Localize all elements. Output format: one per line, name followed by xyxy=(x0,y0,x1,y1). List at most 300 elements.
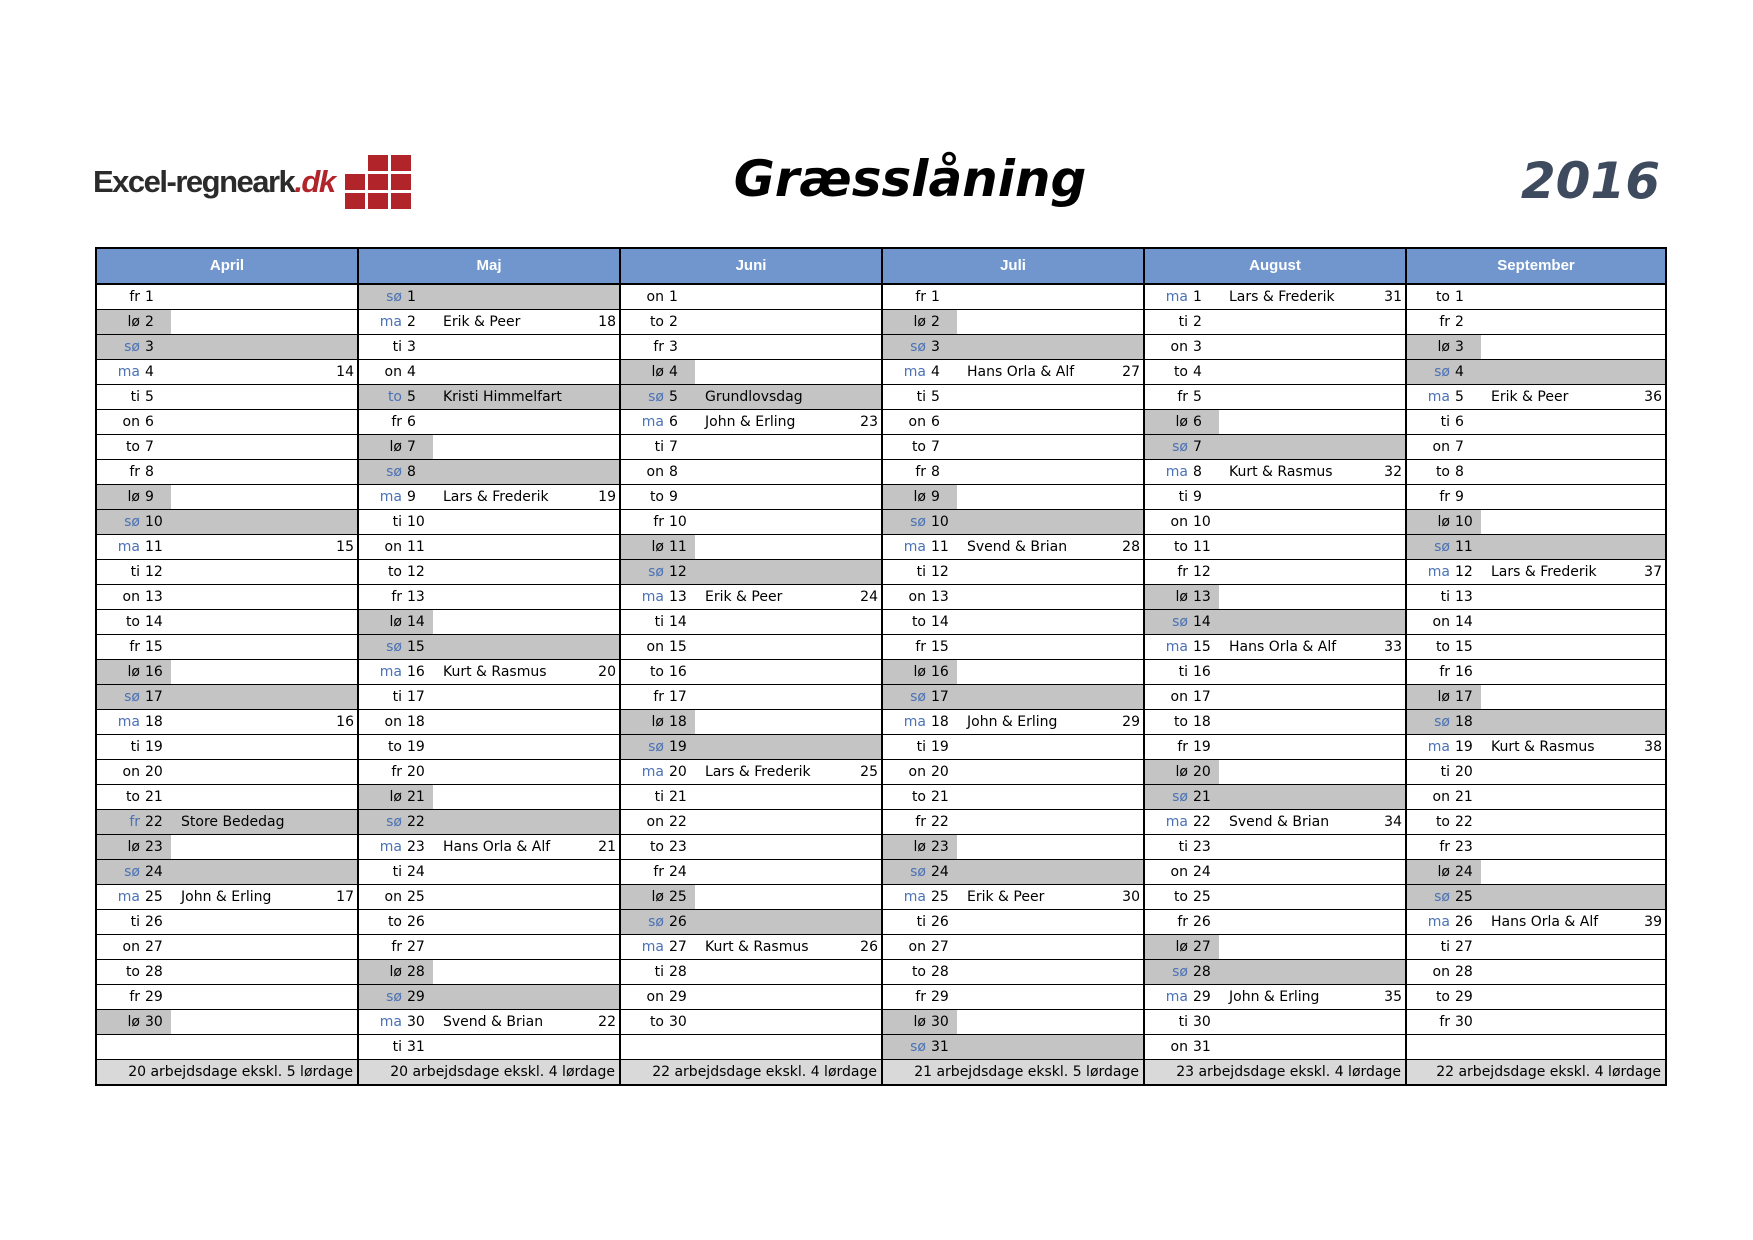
day-number: 10 xyxy=(931,514,949,530)
weekday-label: sø xyxy=(1434,889,1450,905)
day-row[interactable] xyxy=(1407,1010,1665,1035)
day-row[interactable] xyxy=(1145,660,1405,685)
day-row[interactable] xyxy=(621,560,881,585)
day-row[interactable] xyxy=(1145,485,1405,510)
day-row[interactable] xyxy=(621,635,881,660)
day-row[interactable] xyxy=(883,385,1143,410)
event-text xyxy=(695,360,850,384)
day-row[interactable] xyxy=(1145,610,1405,635)
day-row[interactable] xyxy=(1407,610,1665,635)
week-number xyxy=(1634,835,1665,859)
day-number: 8 xyxy=(669,464,678,480)
event-text xyxy=(957,935,1112,959)
day-number: 16 xyxy=(145,660,171,684)
week-number xyxy=(1374,435,1405,459)
day-row[interactable] xyxy=(97,885,357,910)
week-number xyxy=(850,610,881,634)
day-row[interactable] xyxy=(621,435,881,460)
page-title: Græsslåning xyxy=(733,150,1087,208)
event-text xyxy=(171,635,326,659)
day-row[interactable] xyxy=(1145,285,1405,310)
day-row[interactable] xyxy=(621,910,881,935)
week-number xyxy=(1634,760,1665,784)
weekday-label: fr xyxy=(391,764,402,780)
event-text: Kurt & Rasmus xyxy=(705,939,809,955)
day-row[interactable] xyxy=(97,960,357,985)
weekday-label: lø xyxy=(1407,860,1455,884)
event-text xyxy=(957,485,1112,509)
day-row[interactable] xyxy=(1407,360,1665,385)
day-row[interactable] xyxy=(1145,935,1405,960)
weekday-label: fr xyxy=(129,814,140,830)
day-row[interactable] xyxy=(1145,785,1405,810)
week-number xyxy=(1374,360,1405,384)
day-number: 4 xyxy=(407,364,416,380)
day-row[interactable] xyxy=(621,760,881,785)
day-row[interactable] xyxy=(1407,985,1665,1010)
day-row[interactable] xyxy=(883,285,1143,310)
day-row[interactable] xyxy=(1407,460,1665,485)
week-number xyxy=(326,460,357,484)
week-number xyxy=(1634,585,1665,609)
day-row[interactable] xyxy=(1145,885,1405,910)
day-row[interactable] xyxy=(1145,810,1405,835)
event-text xyxy=(171,860,326,884)
event-text xyxy=(957,760,1112,784)
day-row[interactable] xyxy=(97,660,357,685)
day-row[interactable] xyxy=(97,285,357,310)
day-row[interactable] xyxy=(1407,785,1665,810)
day-row[interactable] xyxy=(1407,935,1665,960)
day-row[interactable] xyxy=(883,635,1143,660)
day-row[interactable] xyxy=(621,1010,881,1035)
day-row[interactable] xyxy=(621,410,881,435)
day-number: 7 xyxy=(669,439,678,455)
week-number xyxy=(326,1010,357,1034)
day-row[interactable] xyxy=(1145,960,1405,985)
day-row[interactable] xyxy=(1407,1035,1665,1060)
day-row[interactable] xyxy=(1145,560,1405,585)
day-row[interactable] xyxy=(359,360,619,385)
day-row[interactable] xyxy=(883,860,1143,885)
day-row[interactable] xyxy=(883,785,1143,810)
day-row[interactable] xyxy=(1407,760,1665,785)
day-row[interactable] xyxy=(97,1010,357,1035)
day-row[interactable] xyxy=(97,560,357,585)
day-row[interactable] xyxy=(1145,410,1405,435)
event-text: John & Erling xyxy=(705,414,796,430)
day-row[interactable] xyxy=(1407,860,1665,885)
day-row[interactable] xyxy=(359,760,619,785)
day-row[interactable] xyxy=(883,310,1143,335)
day-row[interactable] xyxy=(359,885,619,910)
week-number: 22 xyxy=(598,1014,616,1030)
day-row[interactable] xyxy=(359,935,619,960)
event-text xyxy=(1481,960,1634,984)
weekday-label: sø xyxy=(648,914,664,930)
day-row[interactable] xyxy=(1407,885,1665,910)
day-number: 9 xyxy=(1455,489,1464,505)
day-row[interactable] xyxy=(1145,910,1405,935)
day-row[interactable] xyxy=(883,535,1143,560)
day-row[interactable] xyxy=(1145,585,1405,610)
day-row[interactable] xyxy=(1145,335,1405,360)
day-row[interactable] xyxy=(1145,735,1405,760)
week-number xyxy=(1112,735,1143,759)
week-number xyxy=(1374,535,1405,559)
day-number: 22 xyxy=(145,814,163,830)
day-row[interactable] xyxy=(621,735,881,760)
event-text xyxy=(171,285,326,309)
day-row[interactable] xyxy=(1145,460,1405,485)
day-row[interactable] xyxy=(359,460,619,485)
day-row[interactable] xyxy=(621,335,881,360)
day-row[interactable] xyxy=(359,985,619,1010)
day-number: 13 xyxy=(407,589,425,605)
day-row[interactable] xyxy=(621,960,881,985)
day-row[interactable] xyxy=(883,685,1143,710)
day-row[interactable] xyxy=(1407,310,1665,335)
day-row[interactable] xyxy=(1407,510,1665,535)
day-row[interactable] xyxy=(359,785,619,810)
day-row[interactable] xyxy=(359,810,619,835)
day-row[interactable] xyxy=(883,335,1143,360)
day-row[interactable] xyxy=(359,435,619,460)
day-row[interactable] xyxy=(621,935,881,960)
event-text xyxy=(1481,485,1634,509)
week-number xyxy=(1112,910,1143,934)
weekday-label: on xyxy=(646,289,664,305)
day-row[interactable] xyxy=(1407,485,1665,510)
week-number xyxy=(326,810,357,834)
weekday-label: lø xyxy=(1145,585,1193,609)
event-text xyxy=(1219,685,1374,709)
day-row[interactable] xyxy=(359,660,619,685)
day-row[interactable] xyxy=(97,1035,357,1060)
day-row[interactable] xyxy=(1145,635,1405,660)
day-row[interactable] xyxy=(1145,1010,1405,1035)
day-row[interactable] xyxy=(359,410,619,435)
day-row[interactable] xyxy=(621,385,881,410)
day-row[interactable] xyxy=(1407,735,1665,760)
day-row[interactable] xyxy=(97,410,357,435)
weekday-label: lø xyxy=(1407,685,1455,709)
day-row[interactable] xyxy=(97,535,357,560)
week-number xyxy=(1634,610,1665,634)
event-text xyxy=(171,735,326,759)
week-number xyxy=(326,860,357,884)
day-row[interactable] xyxy=(1407,960,1665,985)
day-row[interactable] xyxy=(1145,835,1405,860)
day-row[interactable] xyxy=(621,810,881,835)
day-row[interactable] xyxy=(883,360,1143,385)
day-row[interactable] xyxy=(359,285,619,310)
weekday-label: sø xyxy=(648,564,664,580)
day-row[interactable] xyxy=(883,910,1143,935)
day-row[interactable] xyxy=(621,1035,881,1060)
week-number xyxy=(326,485,357,509)
week-number xyxy=(1634,510,1665,534)
weekday-label: on xyxy=(1170,864,1188,880)
day-row[interactable] xyxy=(621,885,881,910)
day-row[interactable] xyxy=(97,485,357,510)
weekday-label: ma xyxy=(379,314,402,330)
day-number: 5 xyxy=(1193,389,1202,405)
day-row[interactable] xyxy=(1407,910,1665,935)
day-row[interactable] xyxy=(97,435,357,460)
event-text xyxy=(695,535,850,559)
day-row[interactable] xyxy=(883,885,1143,910)
day-row[interactable] xyxy=(621,785,881,810)
event-text xyxy=(171,435,326,459)
day-row[interactable] xyxy=(97,785,357,810)
day-row[interactable] xyxy=(621,535,881,560)
day-row[interactable] xyxy=(621,610,881,635)
weekday-label: on xyxy=(1432,439,1450,455)
day-row[interactable] xyxy=(97,310,357,335)
day-row[interactable] xyxy=(1145,435,1405,460)
day-row[interactable] xyxy=(621,285,881,310)
day-row[interactable] xyxy=(359,835,619,860)
week-number xyxy=(850,360,881,384)
day-row[interactable] xyxy=(359,535,619,560)
day-row[interactable] xyxy=(97,835,357,860)
event-text: Erik & Peer xyxy=(967,889,1045,905)
day-row[interactable] xyxy=(359,1035,619,1060)
day-row[interactable] xyxy=(97,860,357,885)
week-number: 39 xyxy=(1644,914,1662,930)
day-row[interactable] xyxy=(97,385,357,410)
day-row[interactable] xyxy=(97,510,357,535)
week-number xyxy=(850,460,881,484)
day-row[interactable] xyxy=(97,910,357,935)
day-row[interactable] xyxy=(1407,685,1665,710)
day-row[interactable] xyxy=(359,910,619,935)
day-row[interactable] xyxy=(97,710,357,735)
week-number: 14 xyxy=(336,364,354,380)
day-row[interactable] xyxy=(621,710,881,735)
day-row[interactable] xyxy=(1407,660,1665,685)
day-row[interactable] xyxy=(621,460,881,485)
event-text xyxy=(171,835,326,859)
week-number xyxy=(588,360,619,384)
day-row[interactable] xyxy=(359,310,619,335)
day-row[interactable] xyxy=(97,335,357,360)
day-row[interactable] xyxy=(359,560,619,585)
day-row[interactable] xyxy=(883,585,1143,610)
day-row[interactable] xyxy=(1407,635,1665,660)
day-row[interactable] xyxy=(359,335,619,360)
day-row[interactable] xyxy=(1145,685,1405,710)
week-number xyxy=(588,585,619,609)
day-row[interactable] xyxy=(97,360,357,385)
day-row[interactable] xyxy=(621,835,881,860)
day-row[interactable] xyxy=(883,1035,1143,1060)
day-row[interactable] xyxy=(883,760,1143,785)
week-number: 19 xyxy=(598,489,616,505)
day-row[interactable] xyxy=(883,710,1143,735)
week-number xyxy=(1634,335,1665,359)
weekday-label: sø xyxy=(386,639,402,655)
event-text xyxy=(957,660,1112,684)
day-row[interactable] xyxy=(1145,360,1405,385)
day-row[interactable] xyxy=(1145,510,1405,535)
event-text xyxy=(171,535,326,559)
event-text xyxy=(695,660,850,684)
weekday-label: ma xyxy=(379,839,402,855)
day-row[interactable] xyxy=(1407,335,1665,360)
day-number: 28 xyxy=(1455,964,1473,980)
day-number: 2 xyxy=(1193,314,1202,330)
day-row[interactable] xyxy=(359,860,619,885)
event-text xyxy=(695,910,850,934)
day-row[interactable] xyxy=(1407,410,1665,435)
day-row[interactable] xyxy=(1145,760,1405,785)
day-row[interactable] xyxy=(621,685,881,710)
day-row[interactable] xyxy=(883,435,1143,460)
day-row[interactable] xyxy=(1407,810,1665,835)
weekday-label: ma xyxy=(641,589,664,605)
event-text xyxy=(1481,685,1634,709)
day-row[interactable] xyxy=(1145,710,1405,735)
event-text xyxy=(695,310,850,334)
day-row[interactable] xyxy=(1145,1035,1405,1060)
day-number: 24 xyxy=(931,864,949,880)
day-row[interactable] xyxy=(1145,985,1405,1010)
day-row[interactable] xyxy=(1145,310,1405,335)
day-row[interactable] xyxy=(97,585,357,610)
day-row[interactable] xyxy=(359,685,619,710)
weekday-label: fr xyxy=(1439,489,1450,505)
day-row[interactable] xyxy=(1407,710,1665,735)
event-text xyxy=(957,435,1112,459)
day-row[interactable] xyxy=(1407,835,1665,860)
month-footer: 22 arbejdsdage ekskl. 4 lørdage xyxy=(1407,1060,1665,1086)
weekday-label: on xyxy=(1170,1039,1188,1055)
day-number: 24 xyxy=(145,864,163,880)
week-number xyxy=(588,935,619,959)
day-row[interactable] xyxy=(97,460,357,485)
event-text xyxy=(1481,360,1634,384)
day-row[interactable] xyxy=(97,985,357,1010)
day-row[interactable] xyxy=(97,810,357,835)
weekday-label: sø xyxy=(910,514,926,530)
weekday-label: to xyxy=(1435,289,1450,305)
weekday-label: on xyxy=(1170,514,1188,530)
day-row[interactable] xyxy=(97,760,357,785)
day-row[interactable] xyxy=(883,960,1143,985)
day-row[interactable] xyxy=(359,510,619,535)
day-row[interactable] xyxy=(359,635,619,660)
day-row[interactable] xyxy=(621,485,881,510)
event-text: Svend & Brian xyxy=(1229,814,1330,830)
day-row[interactable] xyxy=(359,735,619,760)
day-row[interactable] xyxy=(621,985,881,1010)
day-row[interactable] xyxy=(1407,585,1665,610)
week-number xyxy=(1634,860,1665,884)
day-row[interactable] xyxy=(883,735,1143,760)
day-row[interactable] xyxy=(97,635,357,660)
day-row[interactable] xyxy=(1145,385,1405,410)
day-row[interactable] xyxy=(883,610,1143,635)
day-row[interactable] xyxy=(883,810,1143,835)
day-row[interactable] xyxy=(359,585,619,610)
event-text: John & Erling xyxy=(1229,989,1320,1005)
day-row[interactable] xyxy=(1407,535,1665,560)
day-row[interactable] xyxy=(621,585,881,610)
day-number: 10 xyxy=(1193,514,1211,530)
month-column xyxy=(1405,249,1667,1086)
day-row[interactable] xyxy=(621,660,881,685)
day-row[interactable] xyxy=(883,1010,1143,1035)
day-row[interactable] xyxy=(883,935,1143,960)
day-row[interactable] xyxy=(883,485,1143,510)
day-row[interactable] xyxy=(883,560,1143,585)
day-row[interactable] xyxy=(883,410,1143,435)
day-row[interactable] xyxy=(621,860,881,885)
weekday-label: lø xyxy=(621,710,669,734)
weekday-label: sø xyxy=(1172,614,1188,630)
day-row[interactable] xyxy=(1145,860,1405,885)
day-number: 6 xyxy=(145,414,154,430)
week-number xyxy=(850,560,881,584)
day-row[interactable] xyxy=(97,935,357,960)
weekday-label: sø xyxy=(124,864,140,880)
day-row[interactable] xyxy=(97,685,357,710)
day-number: 13 xyxy=(931,589,949,605)
day-row[interactable] xyxy=(359,960,619,985)
day-number: 23 xyxy=(1455,839,1473,855)
weekday-label: ma xyxy=(117,364,140,380)
event-text: Erik & Peer xyxy=(705,589,783,605)
day-row[interactable] xyxy=(1407,560,1665,585)
day-row[interactable] xyxy=(621,310,881,335)
day-row[interactable] xyxy=(883,660,1143,685)
week-number xyxy=(1634,310,1665,334)
weekday-label: ma xyxy=(1427,914,1450,930)
day-row[interactable] xyxy=(621,510,881,535)
month-column xyxy=(95,249,357,1086)
weekday-label: ma xyxy=(379,1014,402,1030)
day-row[interactable] xyxy=(359,710,619,735)
day-row[interactable] xyxy=(359,1010,619,1035)
day-number: 11 xyxy=(1455,539,1473,555)
day-row[interactable] xyxy=(359,485,619,510)
day-number: 9 xyxy=(407,489,416,505)
day-number: 14 xyxy=(145,614,163,630)
day-row[interactable] xyxy=(1407,385,1665,410)
day-row[interactable] xyxy=(621,360,881,385)
day-row[interactable] xyxy=(1407,285,1665,310)
day-row[interactable] xyxy=(883,460,1143,485)
day-row[interactable] xyxy=(883,835,1143,860)
week-number xyxy=(1112,960,1143,984)
weekday-label: on xyxy=(384,889,402,905)
day-row[interactable] xyxy=(883,985,1143,1010)
week-number xyxy=(588,885,619,909)
weekday-label: lø xyxy=(883,310,931,334)
day-row[interactable] xyxy=(359,385,619,410)
day-row[interactable] xyxy=(1145,535,1405,560)
week-number xyxy=(326,585,357,609)
event-text xyxy=(433,860,588,884)
day-row[interactable] xyxy=(97,610,357,635)
day-number: 22 xyxy=(1455,814,1473,830)
day-row[interactable] xyxy=(97,735,357,760)
day-row[interactable] xyxy=(883,510,1143,535)
day-row[interactable] xyxy=(359,610,619,635)
day-row[interactable] xyxy=(1407,435,1665,460)
